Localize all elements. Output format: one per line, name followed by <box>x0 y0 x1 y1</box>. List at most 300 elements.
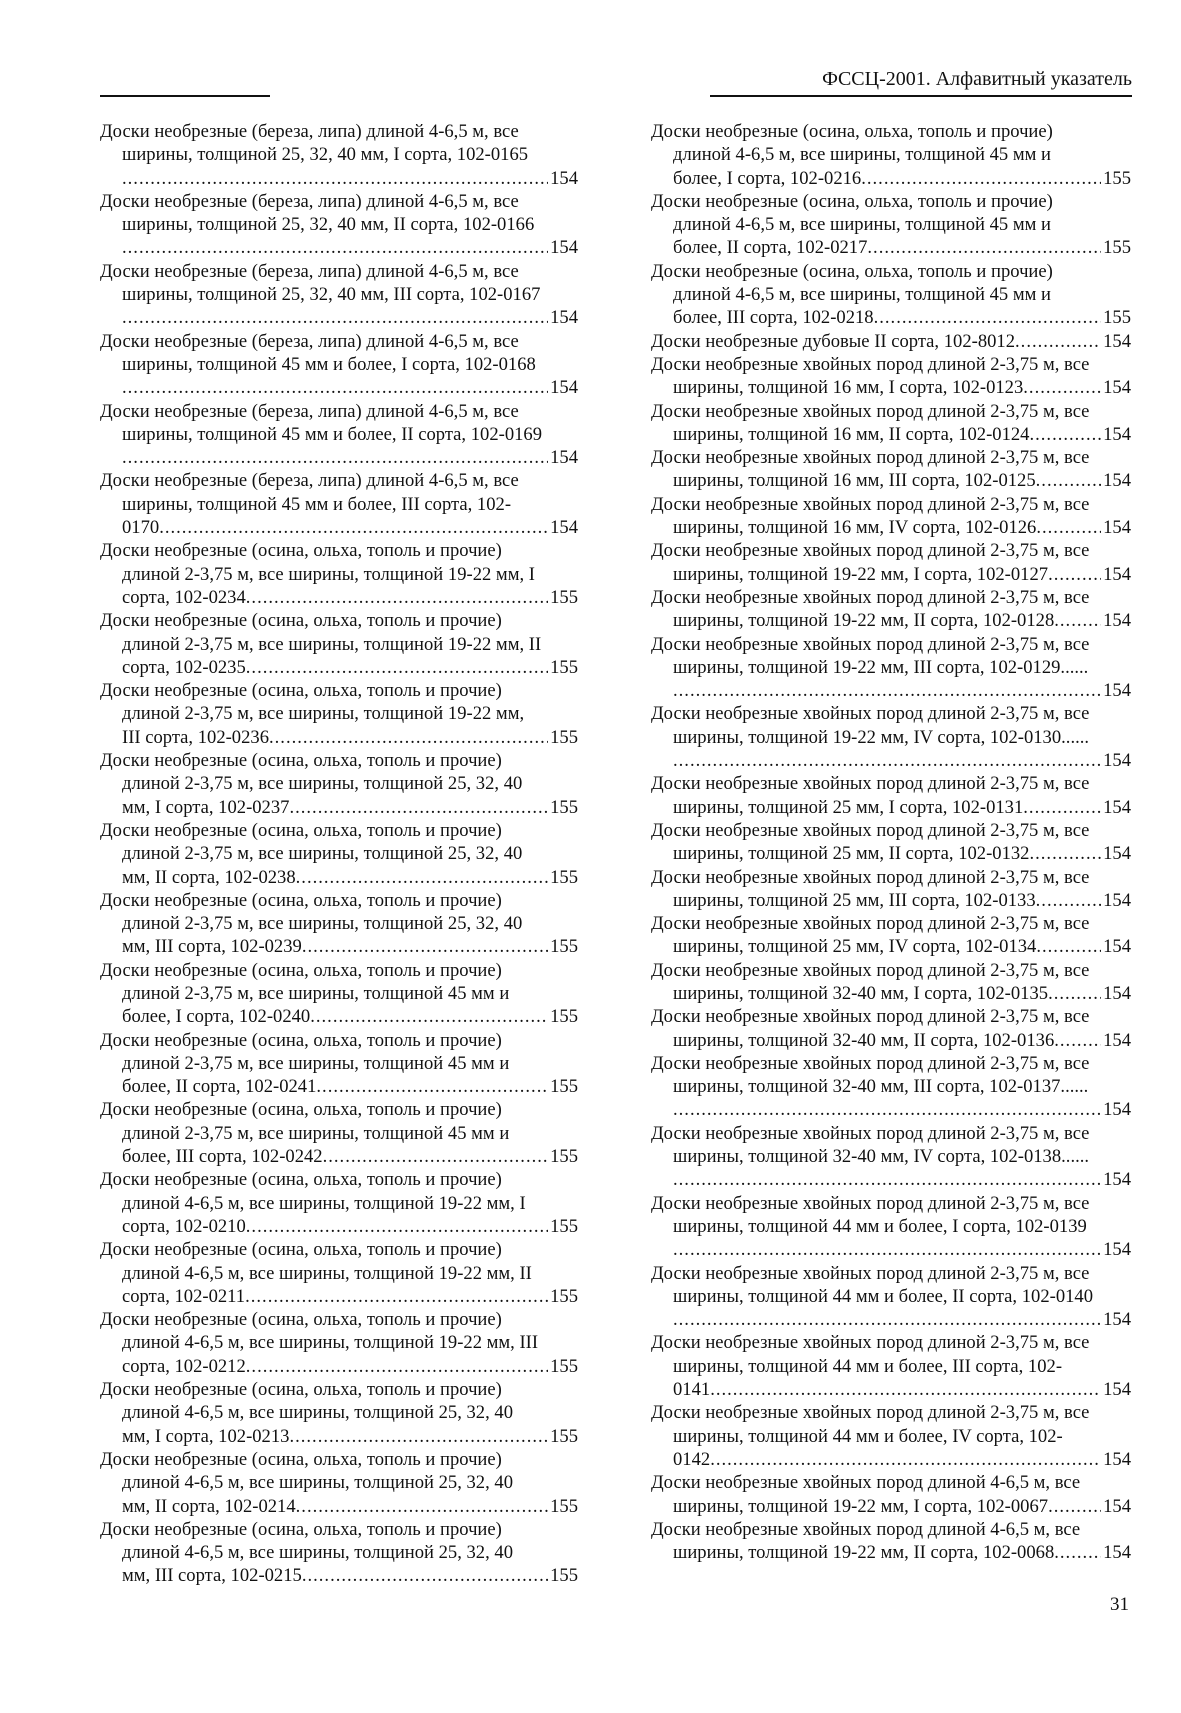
leader-dots <box>323 1145 549 1168</box>
leader-dots <box>861 167 1101 190</box>
index-entry <box>100 1518 578 1588</box>
entry-page-line <box>651 330 1131 353</box>
entry-text-line: длиной 2-3,75 м, все ширины, толщиной 25, 32, 40 <box>122 913 523 935</box>
index-column-right <box>651 120 1131 1564</box>
entry-page-ref: 154 <box>1103 563 1131 585</box>
entry-text-tail: мм, III сорта, 102-0215 <box>122 1565 302 1587</box>
entry-text-line: Доски необрезные хвойных пород длиной 2-3,75 м, все <box>651 773 1090 795</box>
leader-dots <box>302 1564 548 1587</box>
entry-text-tail: ширины, толщиной 32-40 мм, I сорта, 102-0135 <box>673 982 1049 1004</box>
entry-text-line: длиной 2-3,75 м, все ширины, толщиной 19-22 мм, II <box>122 633 542 655</box>
leader-dots <box>289 796 548 819</box>
entry-page-line <box>100 1495 578 1518</box>
index-entry <box>651 446 1131 493</box>
entry-page-ref: 154 <box>1103 470 1131 492</box>
leader-dots <box>874 306 1102 329</box>
entry-text-line: длиной 2-3,75 м, все ширины, толщиной 25, 32, 40 <box>122 773 523 795</box>
entry-text-line: Доски необрезные (береза, липа) длиной 4-6,5 м, все <box>100 470 519 492</box>
entry-page-line <box>651 889 1131 912</box>
leader-dots <box>289 1425 548 1448</box>
entry-page-line <box>100 446 578 469</box>
leader-dots <box>122 446 548 469</box>
entry-text-line: Доски необрезные (береза, липа) длиной 4-6,5 м, все <box>100 400 519 422</box>
entry-text-line: длиной 2-3,75 м, все ширины, толщиной 45 мм и <box>122 982 510 1004</box>
leader-dots <box>673 679 1101 702</box>
index-entry <box>651 819 1131 866</box>
entry-text-tail: ширины, толщиной 19-22 мм, I сорта, 102-0127 <box>673 563 1049 585</box>
entry-text-line: длиной 4-6,5 м, все ширины, толщиной 19-22 мм, III <box>122 1332 539 1354</box>
entry-text-tail: сорта, 102-0211 <box>122 1285 246 1307</box>
index-entry <box>651 539 1131 586</box>
leader-dots <box>316 1075 548 1098</box>
entry-page-ref: 155 <box>550 726 578 748</box>
entry-text-line: Доски необрезные (осина, ольха, тополь и прочие) <box>651 121 1053 142</box>
entry-page-ref: 155 <box>550 1215 578 1237</box>
entry-page-ref: 155 <box>550 1565 578 1587</box>
entry-text-line: длиной 4-6,5 м, все ширины, толщиной 19-22 мм, I <box>122 1192 526 1214</box>
index-entry <box>651 260 1131 330</box>
entry-page-line <box>100 236 578 259</box>
entry-page-line <box>651 982 1131 1005</box>
entry-page-ref: 154 <box>550 307 578 329</box>
entry-text-tail: ширины, толщиной 19-22 мм, II сорта, 102-0128 <box>673 610 1055 632</box>
entry-page-ref: 154 <box>1103 517 1131 539</box>
leader-dots <box>1048 563 1101 586</box>
entry-text-line: Доски необрезные хвойных пород длиной 2-3,75 м, все <box>651 1332 1090 1354</box>
entry-text-tail: ширины, толщиной 25 мм, I сорта, 102-0131 <box>673 796 1024 818</box>
entry-text-line: длиной 2-3,75 м, все ширины, толщиной 19-22 мм, <box>122 703 525 725</box>
entry-text-line: длиной 4-6,5 м, все ширины, толщиной 25, 32, 40 <box>122 1542 513 1564</box>
entry-page-line <box>651 935 1131 958</box>
leader-dots <box>1048 1495 1101 1518</box>
leader-dots <box>1023 796 1101 819</box>
leader-dots <box>1054 1029 1101 1052</box>
entry-text-line: Доски необрезные (береза, липа) длиной 4-6,5 м, все <box>100 260 519 282</box>
entry-page-ref: 154 <box>1103 1309 1131 1331</box>
entry-text-line: Доски необрезные (осина, ольха, тополь и прочие) <box>100 1029 502 1051</box>
entry-text-tail: мм, I сорта, 102-0237 <box>122 796 290 818</box>
entry-page-line <box>651 679 1131 702</box>
entry-text-line: Доски необрезные (осина, ольха, тополь и прочие) <box>100 1309 502 1331</box>
entry-page-ref: 154 <box>550 447 578 469</box>
entry-page-line <box>100 1425 578 1448</box>
entry-page-line <box>100 796 578 819</box>
leader-dots <box>269 726 548 749</box>
index-entry <box>100 1308 578 1378</box>
leader-dots <box>1036 516 1101 539</box>
leader-dots <box>296 1495 548 1518</box>
entry-text-line: длиной 4-6,5 м, все ширины, толщиной 25, 32, 40 <box>122 1472 513 1494</box>
entry-text-line: Доски необрезные (осина, ольха, тополь и прочие) <box>100 889 502 911</box>
entry-page-ref: 155 <box>550 796 578 818</box>
entry-page-line <box>651 469 1131 492</box>
entry-text-line: Доски необрезные (береза, липа) длиной 4-6,5 м, все <box>100 190 519 212</box>
header-rule-left <box>100 95 270 97</box>
entry-text-line: длиной 2-3,75 м, все ширины, толщиной 45 мм и <box>122 1122 510 1144</box>
entry-text-tail: 0142 <box>673 1448 711 1470</box>
entry-page-ref: 155 <box>1103 307 1131 329</box>
index-entry <box>651 1122 1131 1192</box>
leader-dots <box>867 236 1101 259</box>
entry-page-ref: 154 <box>1103 889 1131 911</box>
index-entry <box>651 633 1131 703</box>
entry-text-tail: Доски необрезные дубовые II сорта, 102-8012 <box>651 330 1016 352</box>
index-entry <box>100 1378 578 1448</box>
entry-text-line: ширины, толщиной 19-22 мм, IV сорта, 102-0130...... <box>673 726 1090 748</box>
leader-dots <box>710 1378 1101 1401</box>
entry-text-tail: 0141 <box>673 1379 711 1401</box>
index-entry <box>100 120 578 190</box>
index-entry <box>651 866 1131 913</box>
entry-page-line <box>651 1238 1131 1261</box>
index-entry <box>100 609 578 679</box>
entry-text-line: Доски необрезные (осина, ольха, тополь и прочие) <box>100 1239 502 1261</box>
entry-text-tail: более, III сорта, 102-0218 <box>673 307 874 329</box>
entry-page-line <box>651 796 1131 819</box>
page-header <box>100 62 1132 96</box>
entry-text-line: ширины, толщиной 44 мм и более, I сорта, 102-0139 <box>673 1215 1087 1237</box>
entry-text-line: Доски необрезные хвойных пород длиной 2-3,75 м, все <box>651 540 1090 562</box>
index-entry <box>651 912 1131 959</box>
entry-text-line: длиной 4-6,5 м, все ширины, толщиной 45 мм и <box>673 214 1051 236</box>
index-entry <box>100 749 578 819</box>
leader-dots <box>302 935 548 958</box>
index-entry <box>100 1098 578 1168</box>
index-entry <box>100 260 578 330</box>
entry-page-ref: 154 <box>550 517 578 539</box>
index-entry <box>100 679 578 749</box>
entry-text-tail: мм, II сорта, 102-0214 <box>122 1495 296 1517</box>
entry-page-ref: 154 <box>550 167 578 189</box>
entry-text-tail: сорта, 102-0234 <box>122 586 246 608</box>
leader-dots <box>122 376 548 399</box>
index-entry <box>651 493 1131 540</box>
entry-text-tail: мм, III сорта, 102-0239 <box>122 936 302 958</box>
leader-dots <box>1023 376 1101 399</box>
entry-text-line: Доски необрезные (осина, ольха, тополь и прочие) <box>100 1099 502 1121</box>
entry-text-line: Доски необрезные хвойных пород длиной 2-3,75 м, все <box>651 353 1090 375</box>
entry-text-line: ширины, толщиной 45 мм и более, I сорта, 102-0168 <box>122 353 536 375</box>
entry-text-line: ширины, толщиной 32-40 мм, IV сорта, 102-0138...... <box>673 1146 1090 1168</box>
entry-page-line <box>651 306 1131 329</box>
entry-text-line: Доски необрезные хвойных пород длиной 2-3,75 м, все <box>651 1052 1090 1074</box>
index-entry <box>100 1029 578 1099</box>
leader-dots <box>246 1355 548 1378</box>
entry-text-line: Доски необрезные хвойных пород длиной 2-3,75 м, все <box>651 1262 1090 1284</box>
leader-dots <box>673 1168 1101 1191</box>
leader-dots <box>1036 935 1101 958</box>
entry-text-tail: ширины, толщиной 25 мм, III сорта, 102-0133 <box>673 889 1036 911</box>
entry-page-ref: 154 <box>1103 680 1131 702</box>
entry-page-ref: 155 <box>1103 237 1131 259</box>
entry-text-tail: более, II сорта, 102-0217 <box>673 237 868 259</box>
entry-page-ref: 154 <box>1103 1239 1131 1261</box>
index-entry <box>651 959 1131 1006</box>
index-entry <box>100 469 578 539</box>
entry-text-line: Доски необрезные хвойных пород длиной 2-3,75 м, все <box>651 913 1090 935</box>
entry-text-tail: ширины, толщиной 16 мм, IV сорта, 102-0126 <box>673 517 1037 539</box>
entry-text-line: Доски необрезные (осина, ольха, тополь и прочие) <box>100 819 502 841</box>
index-entry <box>100 959 578 1029</box>
entry-page-line <box>651 1308 1131 1331</box>
entry-text-line: Доски необрезные (осина, ольха, тополь и прочие) <box>651 260 1053 282</box>
entry-text-line: Доски необрезные хвойных пород длиной 2-3,75 м, все <box>651 703 1090 725</box>
entry-text-line: длиной 2-3,75 м, все ширины, толщиной 19-22 мм, I <box>122 563 535 585</box>
page-number: 31 <box>1110 1594 1129 1615</box>
entry-text-line: длиной 2-3,75 м, все ширины, толщиной 25, 32, 40 <box>122 843 523 865</box>
entry-text-line: Доски необрезные (осина, ольха, тополь и прочие) <box>100 1169 502 1191</box>
leader-dots <box>1029 842 1101 865</box>
entry-page-ref: 154 <box>1103 1099 1131 1121</box>
entry-page-line <box>651 1098 1131 1121</box>
entry-page-ref: 154 <box>1103 796 1131 818</box>
index-entry <box>651 400 1131 447</box>
entry-page-line <box>651 1541 1131 1564</box>
entry-page-line <box>651 609 1131 632</box>
entry-text-line: Доски необрезные хвойных пород длиной 2-3,75 м, все <box>651 447 1090 469</box>
entry-page-ref: 154 <box>1103 1495 1131 1517</box>
entry-text-tail: 0170 <box>122 517 160 539</box>
index-entry <box>100 889 578 959</box>
entry-page-ref: 155 <box>550 1495 578 1517</box>
entry-text-line: длиной 4-6,5 м, все ширины, толщиной 45 мм и <box>673 284 1051 306</box>
leader-dots <box>1048 982 1101 1005</box>
entry-page-line <box>651 236 1131 259</box>
entry-text-line: длиной 2-3,75 м, все ширины, толщиной 45 мм и <box>122 1052 510 1074</box>
entry-page-line <box>100 516 578 539</box>
entry-text-line: ширины, толщиной 25, 32, 40 мм, I сорта, 102-0165 <box>122 144 529 166</box>
entry-text-line: Доски необрезные (осина, ольха, тополь и прочие) <box>100 1448 502 1470</box>
index-entry <box>651 330 1131 353</box>
entry-text-line: длиной 4-6,5 м, все ширины, толщиной 19-22 мм, II <box>122 1262 532 1284</box>
leader-dots <box>1054 1541 1101 1564</box>
index-entry <box>651 1262 1131 1332</box>
entry-page-line <box>100 167 578 190</box>
entry-text-line: Доски необрезные (осина, ольха, тополь и прочие) <box>100 1518 502 1540</box>
entry-page-line <box>651 1168 1131 1191</box>
leader-dots <box>245 1285 548 1308</box>
leader-dots <box>1036 469 1101 492</box>
entry-page-ref: 155 <box>550 1425 578 1447</box>
index-entry <box>651 353 1131 400</box>
entry-text-line: Доски необрезные хвойных пород длиной 2-3,75 м, все <box>651 1006 1090 1028</box>
entry-page-line <box>100 586 578 609</box>
leader-dots <box>1029 423 1101 446</box>
entry-text-line: Доски необрезные (осина, ольха, тополь и прочие) <box>100 540 502 562</box>
entry-text-line: Доски необрезные хвойных пород длиной 2-3,75 м, все <box>651 959 1090 981</box>
entry-text-tail: сорта, 102-0210 <box>122 1215 246 1237</box>
entry-page-ref: 154 <box>1103 843 1131 865</box>
leader-dots <box>673 1308 1101 1331</box>
entry-text-line: Доски необрезные хвойных пород длиной 2-3,75 м, все <box>651 819 1090 841</box>
entry-page-line <box>651 1448 1131 1471</box>
entry-page-ref: 154 <box>550 377 578 399</box>
entry-text-tail: более, III сорта, 102-0242 <box>122 1146 323 1168</box>
entry-page-line <box>100 866 578 889</box>
entry-page-line <box>100 935 578 958</box>
entry-text-line: Доски необрезные хвойных пород длиной 4-6,5 м, все <box>651 1472 1081 1494</box>
entry-text-line: Доски необрезные хвойных пород длиной 2-3,75 м, все <box>651 586 1090 608</box>
entry-page-line <box>100 656 578 679</box>
index-entry <box>100 400 578 470</box>
entry-page-line <box>100 376 578 399</box>
entry-text-tail: ширины, толщиной 19-22 мм, II сорта, 102-0068 <box>673 1542 1055 1564</box>
entry-page-ref: 155 <box>550 866 578 888</box>
entry-text-tail: сорта, 102-0235 <box>122 656 246 678</box>
leader-dots <box>1015 330 1101 353</box>
leader-dots <box>673 1098 1101 1121</box>
entry-text-tail: ширины, толщиной 16 мм, II сорта, 102-0124 <box>673 423 1030 445</box>
header-title: ФССЦ-2001. Алфавитный указатель <box>822 68 1132 90</box>
entry-page-ref: 154 <box>1103 1029 1131 1051</box>
leader-dots <box>246 1215 548 1238</box>
entry-page-ref: 154 <box>1103 423 1131 445</box>
entry-page-line <box>651 167 1131 190</box>
index-entry <box>651 1005 1131 1052</box>
leader-dots <box>1054 609 1101 632</box>
entry-page-line <box>100 1075 578 1098</box>
index-entry <box>651 586 1131 633</box>
entry-page-line <box>651 749 1131 772</box>
entry-page-line <box>100 726 578 749</box>
entry-text-tail: более, I сорта, 102-0240 <box>122 1006 311 1028</box>
leader-dots <box>122 167 548 190</box>
entry-text-line: ширины, толщиной 44 мм и более, II сорта, 102-0140 <box>673 1285 1094 1307</box>
index-entry <box>100 539 578 609</box>
entry-text-tail: более, I сорта, 102-0216 <box>673 167 862 189</box>
entry-text-line: Доски необрезные хвойных пород длиной 2-3,75 м, все <box>651 1122 1090 1144</box>
entry-page-line <box>100 1005 578 1028</box>
entry-text-line: длиной 4-6,5 м, все ширины, толщиной 45 мм и <box>673 144 1051 166</box>
entry-page-line <box>100 1285 578 1308</box>
index-entry <box>651 190 1131 260</box>
entry-text-line: Доски необрезные (осина, ольха, тополь и прочие) <box>100 959 502 981</box>
index-entry <box>100 1448 578 1518</box>
entry-text-line: Доски необрезные (осина, ольха, тополь и прочие) <box>651 190 1053 212</box>
entry-text-line: Доски необрезные хвойных пород длиной 2-3,75 м, все <box>651 400 1090 422</box>
entry-page-line <box>651 1029 1131 1052</box>
entry-page-line <box>651 376 1131 399</box>
entry-text-tail: сорта, 102-0212 <box>122 1355 246 1377</box>
entry-text-line: ширины, толщиной 44 мм и более, III сорта, 102- <box>673 1355 1063 1377</box>
entry-page-ref: 154 <box>1103 610 1131 632</box>
entry-text-line: ширины, толщиной 45 мм и более, II сорта, 102-0169 <box>122 423 543 445</box>
entry-text-tail: мм, II сорта, 102-0238 <box>122 866 296 888</box>
entry-page-ref: 154 <box>1103 330 1131 352</box>
leader-dots <box>159 516 548 539</box>
index-entry <box>651 120 1131 190</box>
leader-dots <box>246 656 548 679</box>
entry-text-tail: ширины, толщиной 32-40 мм, II сорта, 102-0136 <box>673 1029 1055 1051</box>
entry-page-ref: 155 <box>550 1076 578 1098</box>
entry-page-ref: 154 <box>1103 982 1131 1004</box>
entry-text-tail: ширины, толщиной 19-22 мм, I сорта, 102-0067 <box>673 1495 1049 1517</box>
index-entry <box>100 819 578 889</box>
index-entry <box>651 1518 1131 1565</box>
entry-page-line <box>651 1495 1131 1518</box>
entry-page-line <box>100 1564 578 1587</box>
entry-text-line: Доски необрезные (осина, ольха, тополь и прочие) <box>100 750 502 772</box>
leader-dots <box>122 306 548 329</box>
entry-text-line: длиной 4-6,5 м, все ширины, толщиной 25, 32, 40 <box>122 1402 513 1424</box>
entry-text-line: Доски необрезные (береза, липа) длиной 4-6,5 м, все <box>100 330 519 352</box>
leader-dots <box>673 1238 1101 1261</box>
entry-page-line <box>651 563 1131 586</box>
entry-page-line <box>100 306 578 329</box>
entry-page-ref: 155 <box>550 656 578 678</box>
entry-page-ref: 155 <box>550 1285 578 1307</box>
leader-dots <box>296 866 548 889</box>
index-entry <box>100 330 578 400</box>
entry-text-tail: ширины, толщиной 16 мм, I сорта, 102-0123 <box>673 377 1024 399</box>
entry-text-tail: ширины, толщиной 25 мм, IV сорта, 102-0134 <box>673 936 1037 958</box>
entry-text-line: ширины, толщиной 25, 32, 40 мм, III сорта, 102-0167 <box>122 284 541 306</box>
entry-text-line: ширины, толщиной 45 мм и более, III сорта, 102- <box>122 493 512 515</box>
entry-page-ref: 155 <box>550 1355 578 1377</box>
entry-text-tail: III сорта, 102-0236 <box>122 726 269 748</box>
entry-text-line: Доски необрезные хвойных пород длиной 2-3,75 м, все <box>651 1402 1090 1424</box>
index-entry <box>651 702 1131 772</box>
index-entry <box>651 1401 1131 1471</box>
entry-text-line: ширины, толщиной 32-40 мм, III сорта, 102-0137...... <box>673 1076 1089 1098</box>
entry-text-line: ширины, толщиной 25, 32, 40 мм, II сорта, 102-0166 <box>122 214 535 236</box>
index-entry <box>100 1238 578 1308</box>
entry-text-line: Доски необрезные хвойных пород длиной 2-3,75 м, все <box>651 866 1090 888</box>
leader-dots <box>310 1005 548 1028</box>
index-entry <box>651 772 1131 819</box>
index-column-left <box>100 120 578 1588</box>
entry-page-ref: 155 <box>550 1146 578 1168</box>
entry-text-line: ширины, толщиной 19-22 мм, III сорта, 102-0129...... <box>673 656 1089 678</box>
header-rule-right <box>710 95 1132 97</box>
leader-dots <box>673 749 1101 772</box>
entry-page-ref: 154 <box>1103 1379 1131 1401</box>
index-entry <box>651 1052 1131 1122</box>
entry-page-line <box>100 1145 578 1168</box>
entry-page-ref: 154 <box>1103 750 1131 772</box>
entry-page-line <box>651 423 1131 446</box>
entry-page-ref: 155 <box>550 586 578 608</box>
index-entry <box>651 1331 1131 1401</box>
leader-dots <box>122 236 548 259</box>
entry-text-line: Доски необрезные хвойных пород длиной 2-3,75 м, все <box>651 633 1090 655</box>
entry-page-line <box>651 516 1131 539</box>
entry-text-tail: более, II сорта, 102-0241 <box>122 1076 317 1098</box>
entry-page-ref: 155 <box>550 1006 578 1028</box>
entry-text-tail: мм, I сорта, 102-0213 <box>122 1425 290 1447</box>
index-entry <box>651 1192 1131 1262</box>
entry-text-line: ширины, толщиной 44 мм и более, IV сорта, 102- <box>673 1425 1063 1447</box>
entry-page-ref: 154 <box>1103 1169 1131 1191</box>
entry-page-line <box>100 1215 578 1238</box>
entry-page-ref: 154 <box>1103 1448 1131 1470</box>
entry-page-ref: 155 <box>1103 167 1131 189</box>
index-entry <box>651 1471 1131 1518</box>
entry-text-line: Доски необрезные (осина, ольха, тополь и прочие) <box>100 680 502 702</box>
leader-dots <box>710 1448 1101 1471</box>
index-entry <box>100 190 578 260</box>
entry-text-line: Доски необрезные (береза, липа) длиной 4-6,5 м, все <box>100 121 519 142</box>
entry-page-line <box>651 1378 1131 1401</box>
leader-dots <box>1036 889 1101 912</box>
index-entry <box>100 1168 578 1238</box>
entry-page-line <box>651 842 1131 865</box>
entry-page-ref: 154 <box>1103 936 1131 958</box>
entry-page-ref: 154 <box>550 237 578 259</box>
entry-text-line: Доски необрезные (осина, ольха, тополь и прочие) <box>100 610 502 632</box>
entry-text-tail: ширины, толщиной 16 мм, III сорта, 102-0125 <box>673 470 1036 492</box>
entry-page-ref: 155 <box>550 936 578 958</box>
